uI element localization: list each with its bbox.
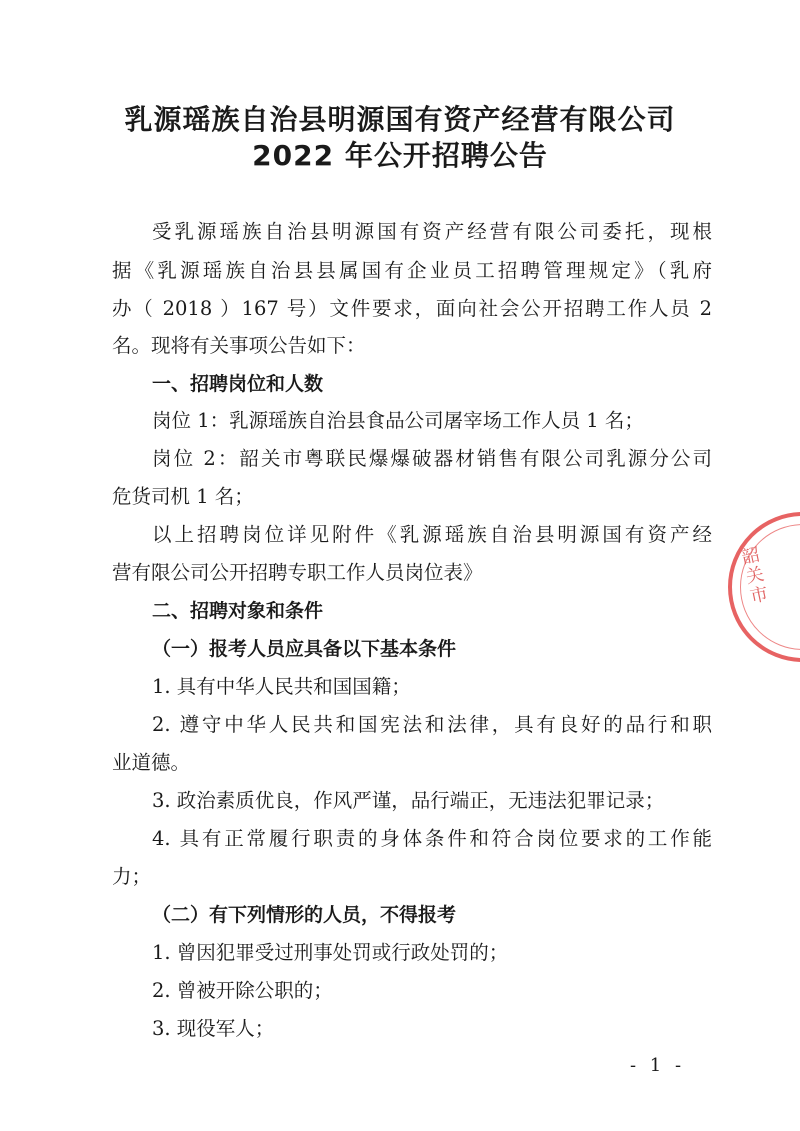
sub2-item-2: 2. 曾被开除公职的； <box>152 979 333 1002</box>
sub2-item-1: 1. 曾因犯罪受过刑事处罚或行政处罚的； <box>152 941 509 964</box>
sub1-heading: （一）报考人员应具备以下基本条件 <box>152 638 457 660</box>
post-note-line-2: 营有限公司公开招聘专职工作人员岗位表》 <box>112 561 483 584</box>
sub1-item-2-line-2: 业道德。 <box>112 751 191 774</box>
intro-line-4: 名。现将有关事项公告如下： <box>112 334 366 357</box>
intro-line-2: 据《乳源瑶族自治县县属国有企业员工招聘管理规定》（乳府 <box>112 259 712 282</box>
section2-heading: 二、招聘对象和条件 <box>152 600 324 622</box>
page-number: - 1 - <box>630 1055 686 1076</box>
document-title-line1: 乳源瑶族自治县明源国有资产经营有限公司 <box>124 103 676 136</box>
sub1-item-3: 3. 政治素质优良，作风严谨，品行端正，无违法犯罪记录； <box>152 789 665 812</box>
intro-line-3: 办（ 2018 ）167 号）文件要求，面向社会公开招聘工作人员 2 <box>112 297 712 320</box>
post2-line-2: 危货司机 1 名； <box>112 485 254 508</box>
post-note-line-1: 以上招聘岗位详见附件《乳源瑶族自治县明源国有资产经 <box>152 523 712 546</box>
official-seal <box>728 512 800 662</box>
seal-inner-ring <box>740 524 800 650</box>
intro-line-1: 受乳源瑶族自治县明源国有资产经营有限公司委托，现根 <box>152 220 712 243</box>
section1-heading: 一、招聘岗位和人数 <box>152 373 324 395</box>
sub1-item-2-line-1: 2. 遵守中华人民共和国宪法和法律，具有良好的品行和职 <box>152 713 712 736</box>
sub1-item-4-line-1: 4. 具有正常履行职责的身体条件和符合岗位要求的工作能 <box>152 827 712 850</box>
sub2-heading: （二）有下列情形的人员，不得报考 <box>152 904 457 926</box>
post2-line-1: 岗位 2：韶关市粤联民爆爆破器材销售有限公司乳源分公司 <box>152 447 712 470</box>
sub1-item-4-line-2: 力； <box>112 865 152 888</box>
document-title-line2: 2022 年公开招聘公告 <box>252 139 548 172</box>
sub2-item-3: 3. 现役军人； <box>152 1017 275 1040</box>
sub1-item-1: 1. 具有中华人民共和国国籍； <box>152 675 411 698</box>
post1-text: 岗位 1：乳源瑶族自治县食品公司屠宰场工作人员 1 名； <box>152 409 644 432</box>
seal-text: 韶关市 <box>739 544 771 608</box>
